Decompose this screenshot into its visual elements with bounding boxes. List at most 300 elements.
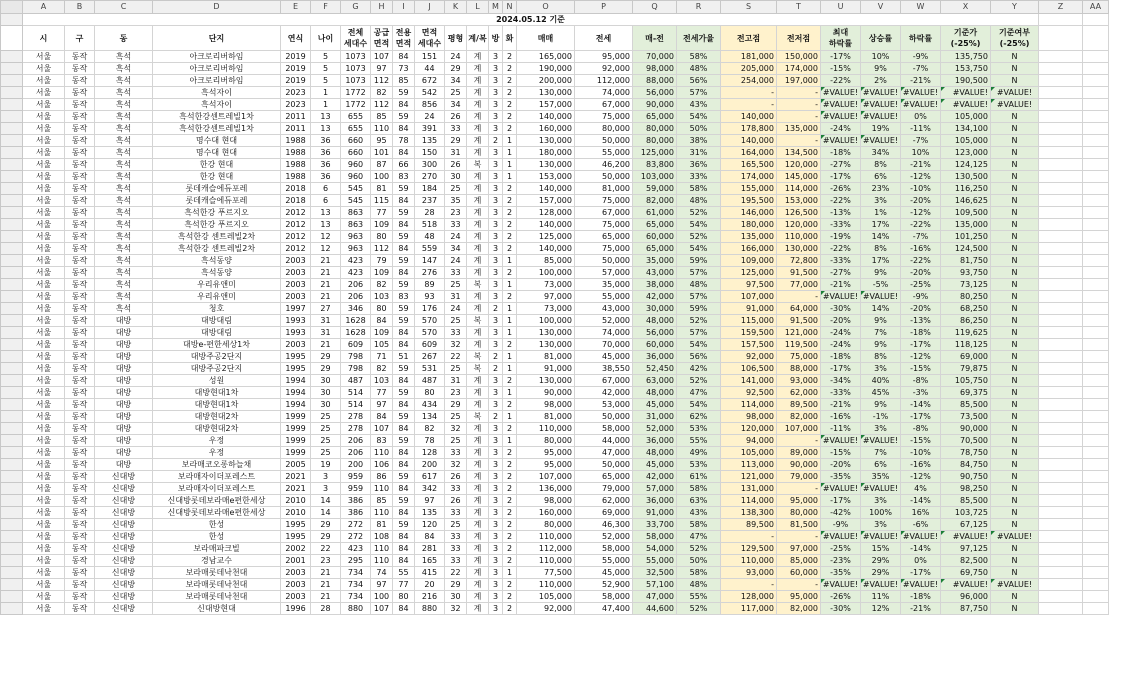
cell[interactable]: 계 — [467, 483, 489, 495]
cell[interactable] — [1083, 603, 1109, 615]
cell[interactable]: -20% — [901, 267, 941, 279]
cell[interactable]: 84 — [393, 507, 415, 519]
cell[interactable]: 신대방 — [95, 471, 153, 483]
cell[interactable]: 59 — [393, 411, 415, 423]
cell[interactable]: 계 — [467, 99, 489, 111]
cell[interactable]: 2003 — [281, 255, 311, 267]
column-header[interactable]: Z — [1039, 1, 1083, 14]
cell[interactable]: 보라매롯데낙천대 — [153, 567, 281, 579]
cell[interactable]: N — [991, 567, 1039, 579]
cell[interactable] — [1083, 14, 1109, 26]
row-header[interactable] — [1, 483, 23, 495]
cell[interactable]: 617 — [415, 471, 445, 483]
cell[interactable]: 서울 — [23, 315, 65, 327]
cell[interactable]: 계 — [467, 255, 489, 267]
cell[interactable]: 112,000 — [517, 543, 575, 555]
cell[interactable]: 58% — [677, 51, 721, 63]
cell[interactable]: 270 — [415, 171, 445, 183]
cell[interactable]: 계 — [467, 435, 489, 447]
cell[interactable]: 423 — [341, 543, 371, 555]
cell[interactable]: 342 — [415, 483, 445, 495]
cell[interactable]: 72,800 — [777, 255, 821, 267]
cell[interactable]: 2011 — [281, 123, 311, 135]
select-all-corner[interactable] — [1, 1, 23, 14]
cell[interactable]: -20% — [821, 459, 861, 471]
row-header[interactable] — [1, 219, 23, 231]
cell[interactable]: 47% — [677, 531, 721, 543]
cell[interactable]: 계 — [467, 243, 489, 255]
cell[interactable]: 동작 — [65, 423, 95, 435]
cell[interactable]: 129,500 — [721, 543, 777, 555]
cell[interactable] — [1039, 519, 1083, 531]
cell[interactable]: 47,400 — [575, 603, 633, 615]
cell[interactable]: -7% — [901, 231, 941, 243]
cell[interactable]: 391 — [415, 123, 445, 135]
cell[interactable]: 23% — [861, 183, 901, 195]
cell[interactable]: 청호 — [153, 303, 281, 315]
cell[interactable] — [1039, 399, 1083, 411]
cell[interactable]: 98,000 — [517, 495, 575, 507]
cell[interactable]: 33 — [445, 219, 467, 231]
cell[interactable]: 103,725 — [941, 507, 991, 519]
cell[interactable]: 734 — [341, 579, 371, 591]
cell[interactable]: 서울 — [23, 375, 65, 387]
cell[interactable]: 151 — [415, 51, 445, 63]
cell[interactable]: 90,000 — [941, 423, 991, 435]
cell[interactable] — [1083, 159, 1109, 171]
cell[interactable] — [1083, 375, 1109, 387]
cell[interactable]: 121,000 — [721, 471, 777, 483]
cell[interactable]: 2003 — [281, 291, 311, 303]
cell[interactable]: 58,000 — [633, 531, 677, 543]
cell[interactable]: 21 — [311, 279, 341, 291]
cell[interactable]: 80 — [371, 303, 393, 315]
cell[interactable]: 3 — [489, 339, 503, 351]
cell[interactable]: 58,000 — [575, 543, 633, 555]
cell[interactable]: 21 — [311, 567, 341, 579]
cell[interactable]: -9% — [901, 51, 941, 63]
cell[interactable]: 흑석 — [95, 135, 153, 147]
cell[interactable]: 157,000 — [517, 195, 575, 207]
cell[interactable]: 56,000 — [633, 87, 677, 99]
cell[interactable] — [1039, 183, 1083, 195]
cell[interactable]: 흑석자이 — [153, 87, 281, 99]
cell[interactable]: 0% — [901, 111, 941, 123]
cell[interactable]: N — [991, 399, 1039, 411]
cell[interactable]: 30 — [445, 171, 467, 183]
cell[interactable]: 59 — [393, 435, 415, 447]
cell[interactable]: 281 — [415, 543, 445, 555]
cell[interactable]: 1 — [503, 303, 517, 315]
cell[interactable]: 963 — [341, 231, 371, 243]
cell[interactable]: #VALUE! — [821, 483, 861, 495]
column-header[interactable]: K — [445, 1, 467, 14]
cell[interactable]: 98,000 — [517, 399, 575, 411]
cell[interactable]: -14% — [901, 399, 941, 411]
cell[interactable]: 3 — [489, 195, 503, 207]
cell[interactable]: 2% — [861, 75, 901, 87]
cell[interactable]: 2 — [503, 423, 517, 435]
cell[interactable]: 1988 — [281, 171, 311, 183]
cell[interactable]: 184 — [415, 183, 445, 195]
cell[interactable]: N — [991, 303, 1039, 315]
cell[interactable]: 2 — [489, 351, 503, 363]
row-header[interactable] — [1, 279, 23, 291]
cell[interactable]: 동작 — [65, 495, 95, 507]
cell[interactable] — [1083, 555, 1109, 567]
column-header[interactable]: H — [371, 1, 393, 14]
cell[interactable]: 82,000 — [633, 195, 677, 207]
cell[interactable]: 112 — [371, 243, 393, 255]
cell[interactable]: 59% — [677, 255, 721, 267]
cell[interactable]: N — [991, 63, 1039, 75]
cell[interactable]: 52,000 — [633, 423, 677, 435]
cell[interactable]: 130,000 — [517, 375, 575, 387]
cell[interactable]: 1073 — [341, 75, 371, 87]
cell[interactable]: 91,000 — [517, 363, 575, 375]
cell[interactable]: 48,000 — [633, 315, 677, 327]
cell[interactable]: 26 — [445, 159, 467, 171]
cell[interactable] — [1039, 339, 1083, 351]
row-header[interactable] — [1, 135, 23, 147]
cell[interactable]: 1988 — [281, 159, 311, 171]
cell[interactable]: #VALUE! — [861, 87, 901, 99]
cell[interactable]: 80,000 — [633, 123, 677, 135]
cell[interactable]: 1999 — [281, 447, 311, 459]
cell[interactable]: 120,000 — [721, 423, 777, 435]
cell[interactable]: 흑석한강센트레빌1차 — [153, 111, 281, 123]
cell[interactable]: 90,000 — [777, 459, 821, 471]
cell[interactable]: 30,000 — [633, 303, 677, 315]
cell[interactable]: 97 — [371, 63, 393, 75]
cell[interactable]: - — [777, 87, 821, 99]
cell[interactable]: 960 — [341, 159, 371, 171]
cell[interactable]: 동작 — [65, 567, 95, 579]
cell[interactable]: #VALUE! — [861, 99, 901, 111]
cell[interactable]: 135 — [415, 507, 445, 519]
cell[interactable]: 97 — [415, 495, 445, 507]
cell[interactable]: -3% — [901, 387, 941, 399]
row-header[interactable] — [1, 207, 23, 219]
cell[interactable] — [1039, 603, 1083, 615]
cell[interactable]: 176 — [415, 303, 445, 315]
cell[interactable]: 50,000 — [575, 411, 633, 423]
cell[interactable]: 140,000 — [517, 243, 575, 255]
cell[interactable]: 85,000 — [517, 255, 575, 267]
row-header[interactable] — [1, 543, 23, 555]
cell[interactable]: 75,000 — [575, 243, 633, 255]
cell[interactable]: 1 — [503, 327, 517, 339]
cell[interactable]: 한강 현대 — [153, 159, 281, 171]
row-header[interactable] — [1, 291, 23, 303]
cell[interactable]: 28 — [311, 603, 341, 615]
cell[interactable]: 2 — [503, 555, 517, 567]
cell[interactable]: -35% — [821, 471, 861, 483]
cell[interactable]: -18% — [901, 327, 941, 339]
cell[interactable]: 서울 — [23, 507, 65, 519]
cell[interactable]: #VALUE! — [821, 291, 861, 303]
cell[interactable]: 110 — [371, 507, 393, 519]
cell[interactable]: 보라매롯데낙천대 — [153, 579, 281, 591]
cell[interactable] — [1083, 315, 1109, 327]
cell[interactable]: 2003 — [281, 339, 311, 351]
cell[interactable]: 서울 — [23, 195, 65, 207]
cell[interactable]: 47,000 — [575, 447, 633, 459]
cell[interactable]: 2003 — [281, 279, 311, 291]
cell[interactable]: 80,000 — [633, 135, 677, 147]
cell[interactable]: 90,750 — [941, 471, 991, 483]
cell[interactable]: 26 — [445, 111, 467, 123]
cell[interactable]: -22% — [821, 195, 861, 207]
cell[interactable]: 2 — [503, 123, 517, 135]
cell[interactable]: 33 — [445, 267, 467, 279]
cell[interactable]: N — [991, 75, 1039, 87]
cell[interactable]: 2011 — [281, 111, 311, 123]
cell[interactable]: 110 — [371, 543, 393, 555]
cell[interactable] — [1083, 111, 1109, 123]
cell[interactable]: 동작 — [65, 243, 95, 255]
cell[interactable]: 동작 — [65, 267, 95, 279]
cell[interactable]: 36,000 — [633, 435, 677, 447]
cell[interactable]: 2 — [503, 207, 517, 219]
cell[interactable]: 67,000 — [575, 99, 633, 111]
cell[interactable]: 110,000 — [517, 555, 575, 567]
cell[interactable]: 3 — [489, 507, 503, 519]
field-header[interactable]: 화 — [503, 26, 517, 51]
cell[interactable]: N — [991, 195, 1039, 207]
cell[interactable]: 3 — [489, 267, 503, 279]
cell[interactable]: 52% — [677, 231, 721, 243]
cell[interactable]: 25 — [445, 279, 467, 291]
cell[interactable]: 110 — [371, 555, 393, 567]
cell[interactable]: 147 — [415, 255, 445, 267]
cell[interactable]: - — [777, 531, 821, 543]
cell[interactable]: N — [991, 147, 1039, 159]
cell[interactable]: 82 — [371, 87, 393, 99]
cell[interactable]: #VALUE! — [861, 435, 901, 447]
cell[interactable]: 31 — [445, 147, 467, 159]
cell[interactable] — [1083, 387, 1109, 399]
cell[interactable]: - — [777, 135, 821, 147]
field-header[interactable]: 매-전 — [633, 26, 677, 51]
cell[interactable] — [1039, 159, 1083, 171]
cell[interactable]: 신대방 — [95, 591, 153, 603]
cell[interactable] — [1083, 495, 1109, 507]
cell[interactable]: 32 — [445, 459, 467, 471]
cell[interactable]: 3 — [489, 111, 503, 123]
cell[interactable]: N — [991, 351, 1039, 363]
cell[interactable]: 30 — [311, 399, 341, 411]
cell[interactable]: -27% — [821, 267, 861, 279]
cell[interactable]: 24 — [415, 111, 445, 123]
cell[interactable] — [1039, 243, 1083, 255]
cell[interactable]: 흑석한강 센트레빌2차 — [153, 243, 281, 255]
row-header[interactable] — [1, 111, 23, 123]
cell[interactable]: 14% — [861, 231, 901, 243]
cell[interactable]: 105 — [371, 339, 393, 351]
cell[interactable]: 21 — [311, 291, 341, 303]
cell[interactable]: 959 — [341, 471, 371, 483]
cell[interactable]: 798 — [341, 363, 371, 375]
cell[interactable]: 109,500 — [941, 207, 991, 219]
cell[interactable]: 서울 — [23, 435, 65, 447]
cell[interactable]: #VALUE! — [821, 111, 861, 123]
cell[interactable] — [1039, 363, 1083, 375]
row-header[interactable] — [1, 327, 23, 339]
cell[interactable]: 66 — [393, 159, 415, 171]
cell[interactable]: 3 — [489, 519, 503, 531]
cell[interactable]: -18% — [821, 351, 861, 363]
field-header[interactable]: 전세 — [575, 26, 633, 51]
cell[interactable]: 84,750 — [941, 459, 991, 471]
cell[interactable]: 60,000 — [633, 231, 677, 243]
cell[interactable]: 110,000 — [517, 579, 575, 591]
cell[interactable]: 206 — [341, 435, 371, 447]
cell[interactable]: 42,000 — [575, 387, 633, 399]
cell[interactable]: 29 — [445, 399, 467, 411]
cell[interactable] — [1039, 171, 1083, 183]
cell[interactable]: 계 — [467, 291, 489, 303]
cell[interactable]: 205,000 — [721, 63, 777, 75]
column-header[interactable]: C — [95, 1, 153, 14]
cell[interactable]: 155,000 — [721, 183, 777, 195]
cell[interactable]: 2002 — [281, 543, 311, 555]
cell[interactable]: 1628 — [341, 327, 371, 339]
cell[interactable]: 보라매파크빌 — [153, 543, 281, 555]
cell[interactable]: -16% — [901, 243, 941, 255]
row-header[interactable] — [1, 363, 23, 375]
cell[interactable]: 24 — [445, 255, 467, 267]
cell[interactable] — [1083, 255, 1109, 267]
column-header[interactable]: Y — [991, 1, 1039, 14]
cell[interactable]: 84 — [393, 267, 415, 279]
row-header[interactable] — [1, 459, 23, 471]
cell[interactable]: 130,500 — [941, 171, 991, 183]
cell[interactable] — [1083, 267, 1109, 279]
cell[interactable]: 보라매자이더포레스트 — [153, 483, 281, 495]
cell[interactable]: 동작 — [65, 411, 95, 423]
cell[interactable]: 롯데캐슬에듀포레 — [153, 183, 281, 195]
cell[interactable]: 복 — [467, 315, 489, 327]
cell[interactable]: 1995 — [281, 363, 311, 375]
cell[interactable]: 동작 — [65, 375, 95, 387]
cell[interactable]: 2 — [503, 183, 517, 195]
cell[interactable]: -10% — [901, 183, 941, 195]
cell[interactable]: 우리유앤미 — [153, 291, 281, 303]
cell[interactable]: 86,250 — [941, 315, 991, 327]
cell[interactable]: 386 — [341, 495, 371, 507]
cell[interactable]: -17% — [821, 363, 861, 375]
cell[interactable] — [1083, 123, 1109, 135]
cell[interactable]: 59 — [393, 495, 415, 507]
cell[interactable]: 1994 — [281, 375, 311, 387]
cell[interactable]: 33 — [445, 555, 467, 567]
cell[interactable]: 97,000 — [517, 291, 575, 303]
cell[interactable]: 52% — [677, 543, 721, 555]
cell[interactable]: 우리유앤미 — [153, 279, 281, 291]
cell[interactable]: 80,000 — [777, 507, 821, 519]
cell[interactable]: 1772 — [341, 87, 371, 99]
cell[interactable]: 55 — [393, 567, 415, 579]
cell[interactable]: 3% — [861, 519, 901, 531]
cell[interactable]: 54% — [677, 243, 721, 255]
cell[interactable]: 2 — [503, 63, 517, 75]
cell[interactable]: 계 — [467, 63, 489, 75]
cell[interactable]: 2003 — [281, 579, 311, 591]
cell[interactable]: 복 — [467, 159, 489, 171]
cell[interactable]: 동작 — [65, 315, 95, 327]
cell[interactable]: 52% — [677, 603, 721, 615]
cell[interactable]: 89,500 — [777, 399, 821, 411]
cell[interactable]: 3 — [489, 495, 503, 507]
cell[interactable]: 서울 — [23, 171, 65, 183]
cell[interactable]: 1 — [503, 159, 517, 171]
cell[interactable]: 2 — [503, 195, 517, 207]
cell[interactable]: 25 — [445, 435, 467, 447]
cell[interactable]: 116,250 — [941, 183, 991, 195]
cell[interactable]: 124,500 — [941, 243, 991, 255]
cell[interactable]: 3 — [489, 567, 503, 579]
cell[interactable]: 423 — [341, 255, 371, 267]
cell[interactable]: - — [777, 99, 821, 111]
cell[interactable]: 84 — [393, 543, 415, 555]
cell[interactable]: 59% — [677, 303, 721, 315]
cell[interactable]: 동작 — [65, 87, 95, 99]
cell[interactable]: 84 — [393, 459, 415, 471]
cell[interactable]: 신대방 — [95, 603, 153, 615]
cell[interactable]: 59 — [393, 207, 415, 219]
cell[interactable]: 2 — [503, 495, 517, 507]
cell[interactable]: -17% — [901, 567, 941, 579]
cell[interactable]: 서울 — [23, 51, 65, 63]
cell[interactable]: 서울 — [23, 159, 65, 171]
cell[interactable]: N — [991, 51, 1039, 63]
cell[interactable]: 계 — [467, 507, 489, 519]
cell[interactable]: 107 — [371, 603, 393, 615]
cell[interactable]: 32,500 — [633, 567, 677, 579]
cell[interactable]: 106 — [371, 459, 393, 471]
cell[interactable]: 대방 — [95, 423, 153, 435]
cell[interactable]: 대방현대1차 — [153, 399, 281, 411]
row-header[interactable] — [1, 423, 23, 435]
cell[interactable]: 26 — [445, 495, 467, 507]
cell[interactable]: 119,625 — [941, 327, 991, 339]
cell[interactable]: 81 — [371, 183, 393, 195]
cell[interactable]: 13 — [311, 207, 341, 219]
cell[interactable]: 36,000 — [633, 495, 677, 507]
cell[interactable]: 609 — [341, 339, 371, 351]
cell[interactable]: 동작 — [65, 399, 95, 411]
cell[interactable]: 153,750 — [941, 63, 991, 75]
cell[interactable]: 107 — [371, 423, 393, 435]
cell[interactable]: 3 — [489, 471, 503, 483]
row-header[interactable] — [1, 99, 23, 111]
cell[interactable]: 56% — [677, 351, 721, 363]
cell[interactable]: 109 — [371, 219, 393, 231]
cell[interactable]: 81,750 — [941, 255, 991, 267]
cell[interactable]: 101,250 — [941, 231, 991, 243]
cell[interactable]: 93,000 — [721, 567, 777, 579]
cell[interactable]: 신대방 — [95, 519, 153, 531]
cell[interactable]: 107,000 — [777, 423, 821, 435]
field-header[interactable]: 방 — [489, 26, 503, 51]
cell[interactable]: 94,000 — [721, 435, 777, 447]
cell[interactable]: 105,750 — [941, 375, 991, 387]
cell[interactable]: 81,000 — [575, 183, 633, 195]
cell[interactable]: 계 — [467, 87, 489, 99]
cell[interactable]: 57,000 — [575, 267, 633, 279]
cell[interactable]: 87 — [371, 159, 393, 171]
